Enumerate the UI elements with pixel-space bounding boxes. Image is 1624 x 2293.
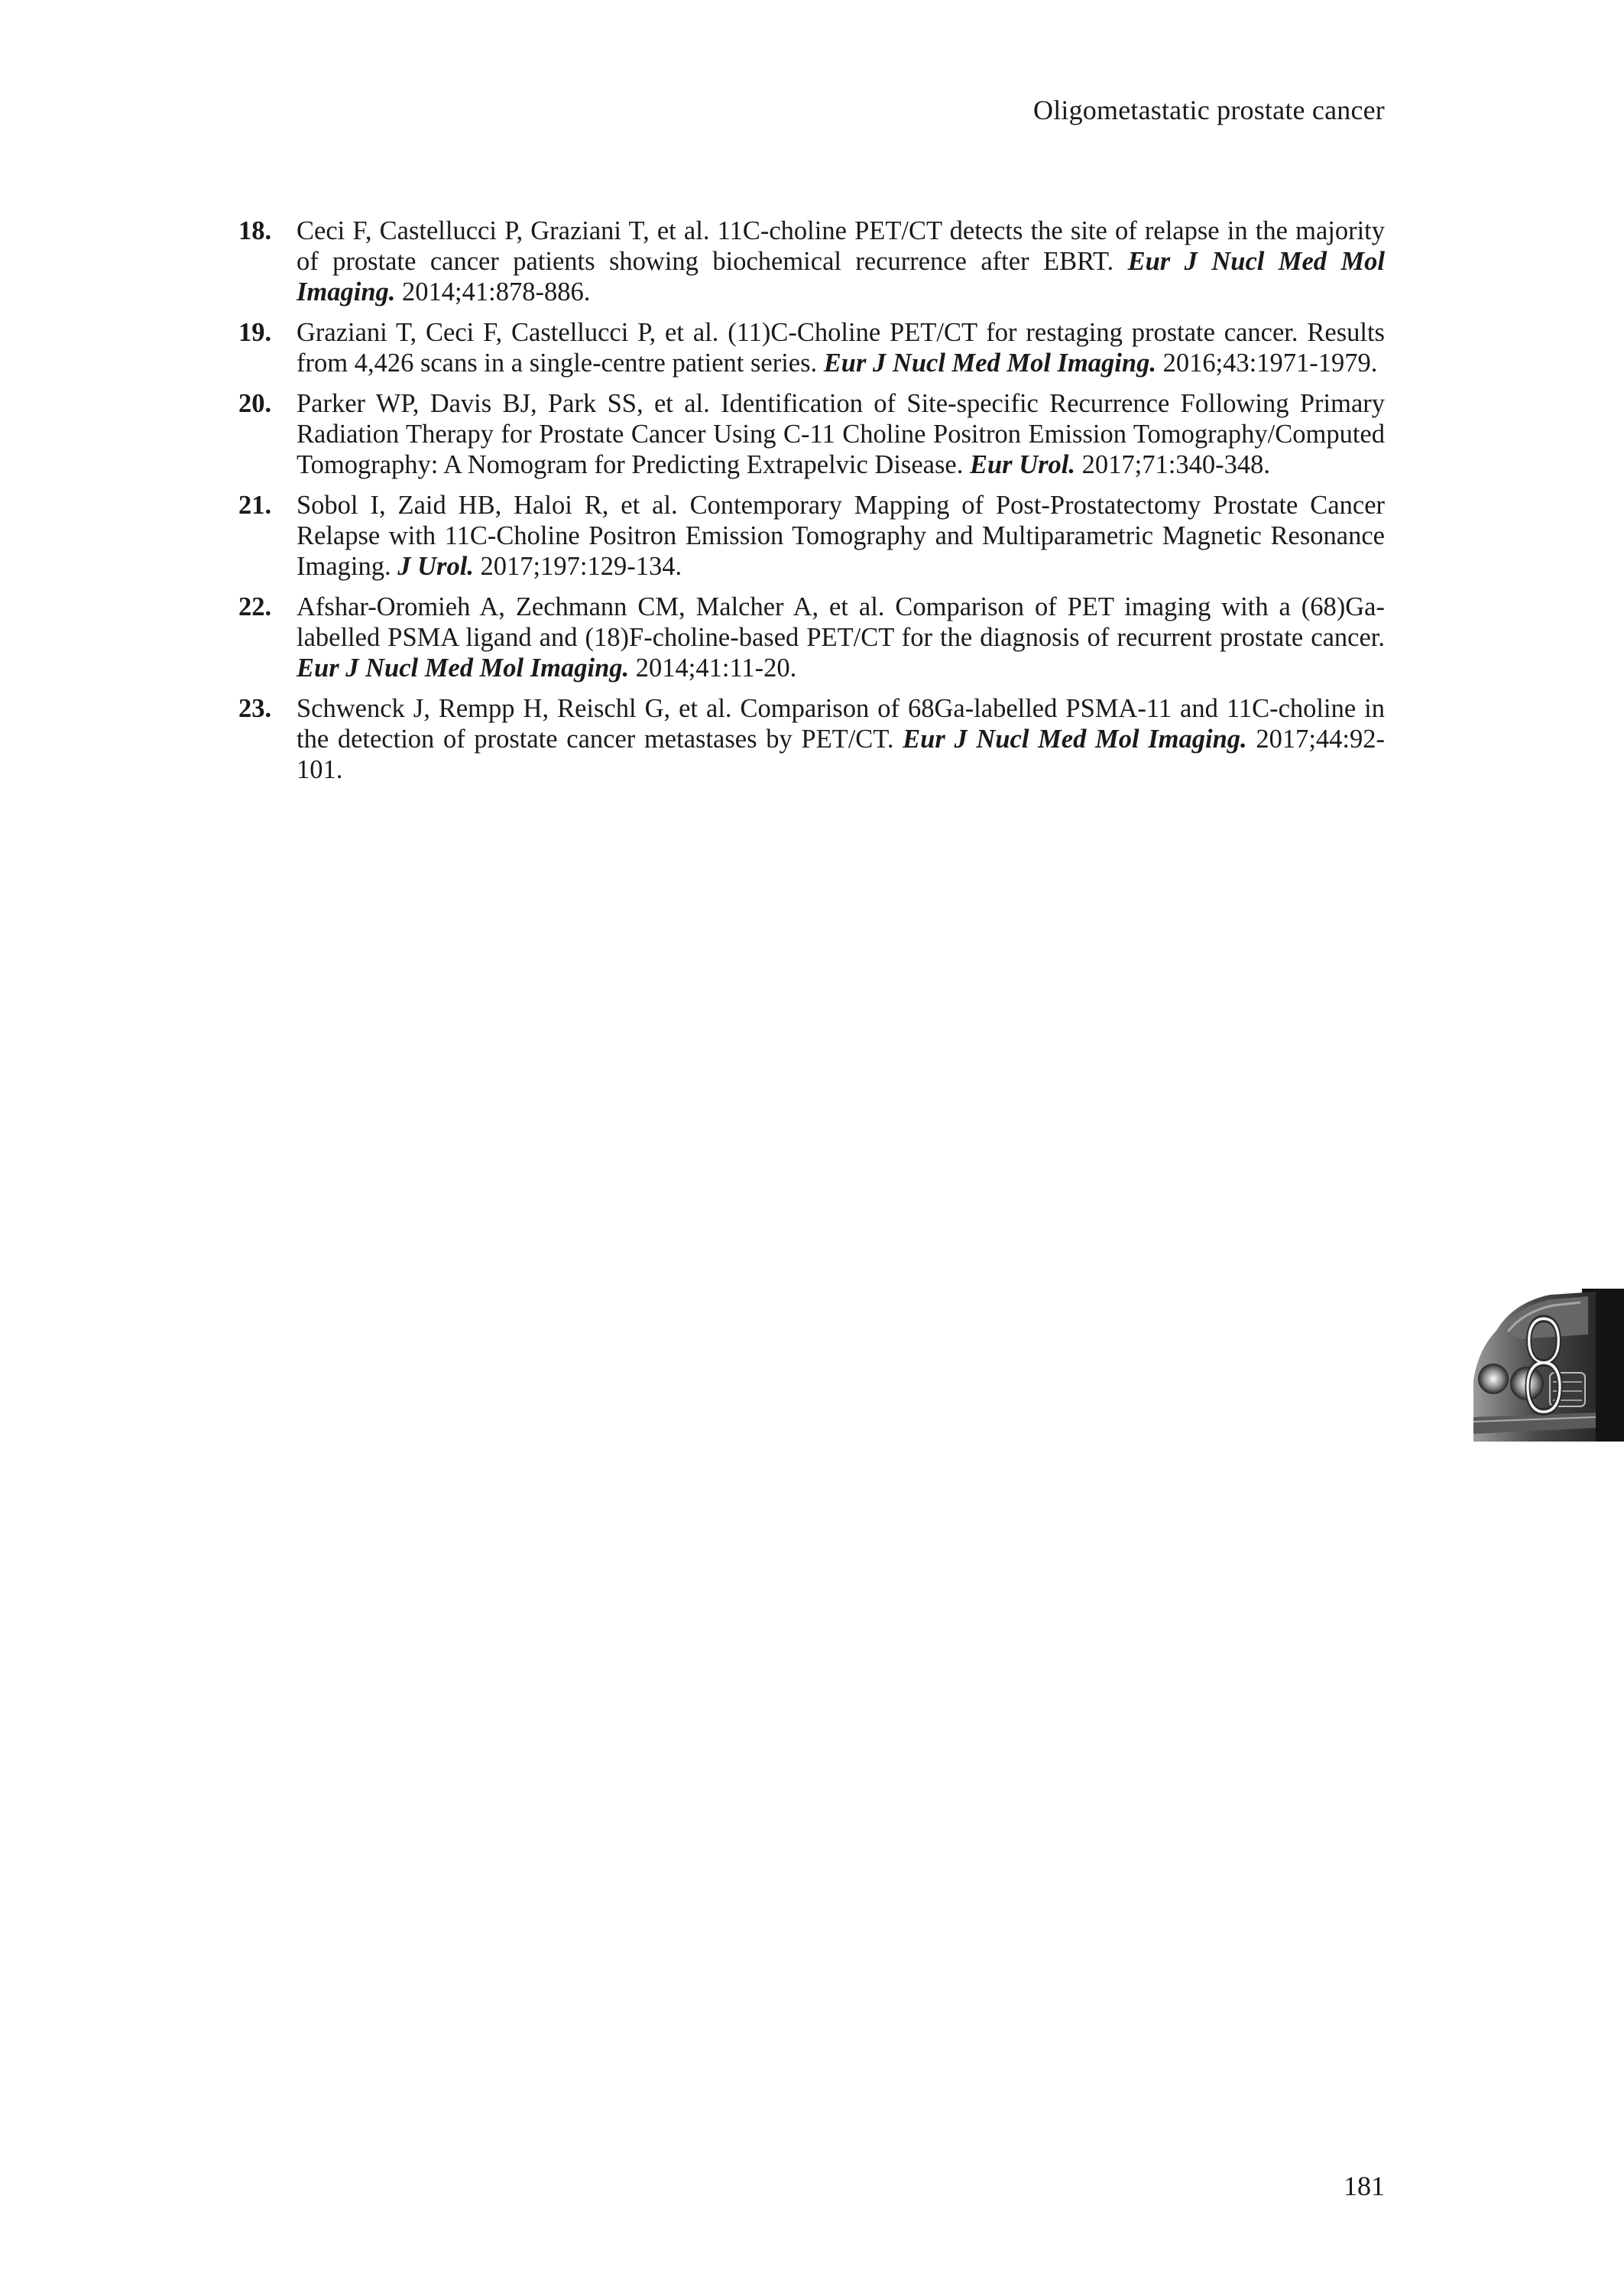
reference-journal: Eur J Nucl Med Mol Imaging. bbox=[297, 247, 1385, 306]
reference-number: 18. bbox=[238, 216, 272, 245]
reference-number: 22. bbox=[238, 592, 272, 621]
reference-text: Parker WP, Davis BJ, Park SS, et al. Identification of Site-specific Recurrence Following Primary Radiation Therapy for Prostate Cancer Using C-11 Choline Positron Emission Tomography/Computed Tomography: A Nomogram for Predicting Extrapelvic Disease. bbox=[297, 389, 1385, 479]
reference-citation: 2017;44:92-101. bbox=[297, 725, 1385, 784]
reference-item bbox=[238, 693, 1385, 785]
reference-journal: Eur J Nucl Med Mol Imaging. bbox=[903, 725, 1247, 754]
reference-item bbox=[238, 592, 1385, 683]
reference-journal: J Urol. bbox=[397, 552, 474, 581]
reference-citation: 2017;71:340-348. bbox=[1075, 450, 1270, 479]
reference-citation: 2014;41:878-886. bbox=[395, 277, 591, 306]
reference-item bbox=[238, 317, 1385, 378]
chapter-number: 8 bbox=[1518, 1292, 1570, 1442]
reference-item bbox=[238, 388, 1385, 480]
reference-journal: Eur Urol. bbox=[969, 450, 1076, 479]
reference-item bbox=[238, 490, 1385, 582]
running-header: Oligometastatic prostate cancer bbox=[1033, 95, 1385, 125]
reference-journal: Eur J Nucl Med Mol Imaging. bbox=[823, 349, 1156, 378]
reference-number: 19. bbox=[238, 318, 272, 347]
reference-list bbox=[238, 216, 1385, 795]
reference-citation: 2014;41:11-20. bbox=[629, 654, 797, 683]
reference-text: Afshar-Oromieh A, Zechmann CM, Malcher A, et al. Comparison of PET imaging with a (68)Ga-labelled PSMA ligand and (18)F-choline-based PET/CT for the diagnosis of recurrent prostate cancer. bbox=[297, 592, 1385, 652]
reference-number: 21. bbox=[238, 491, 272, 520]
reference-text: Schwenck J, Rempp H, Reischl G, et al. Comparison of 68Ga-labelled PSMA-11 and 11C-choline in the detection of prostate cancer metastases by PET/CT. bbox=[297, 694, 1385, 754]
chapter-tab bbox=[1473, 1289, 1624, 1442]
reference-text: Sobol I, Zaid HB, Haloi R, et al. Contemporary Mapping of Post-Prostatectomy Prostate Cancer Relapse with 11C-Choline Positron Emission Tomography and Multiparametric Magnetic Resonance Imaging. bbox=[297, 491, 1385, 581]
reference-journal: Eur J Nucl Med Mol Imaging. bbox=[297, 654, 630, 683]
reference-citation: 2017;197:129-134. bbox=[473, 552, 682, 581]
reference-citation: 2016;43:1971-1979. bbox=[1156, 349, 1378, 378]
page-number: 181 bbox=[1344, 2171, 1385, 2201]
reference-number: 20. bbox=[238, 389, 272, 418]
reference-number: 23. bbox=[238, 694, 272, 723]
reference-text: Ceci F, Castellucci P, Graziani T, et al. 11C-choline PET/CT detects the site of relapse in the majority of prostate cancer patients showing biochemical recurrence after EBRT. bbox=[297, 216, 1385, 276]
reference-item bbox=[238, 216, 1385, 307]
reference-text: Graziani T, Ceci F, Castellucci P, et al. (11)C-Choline PET/CT for restaging prostate cancer. Results from 4,426 scans in a single-centre patient series. bbox=[297, 318, 1385, 378]
